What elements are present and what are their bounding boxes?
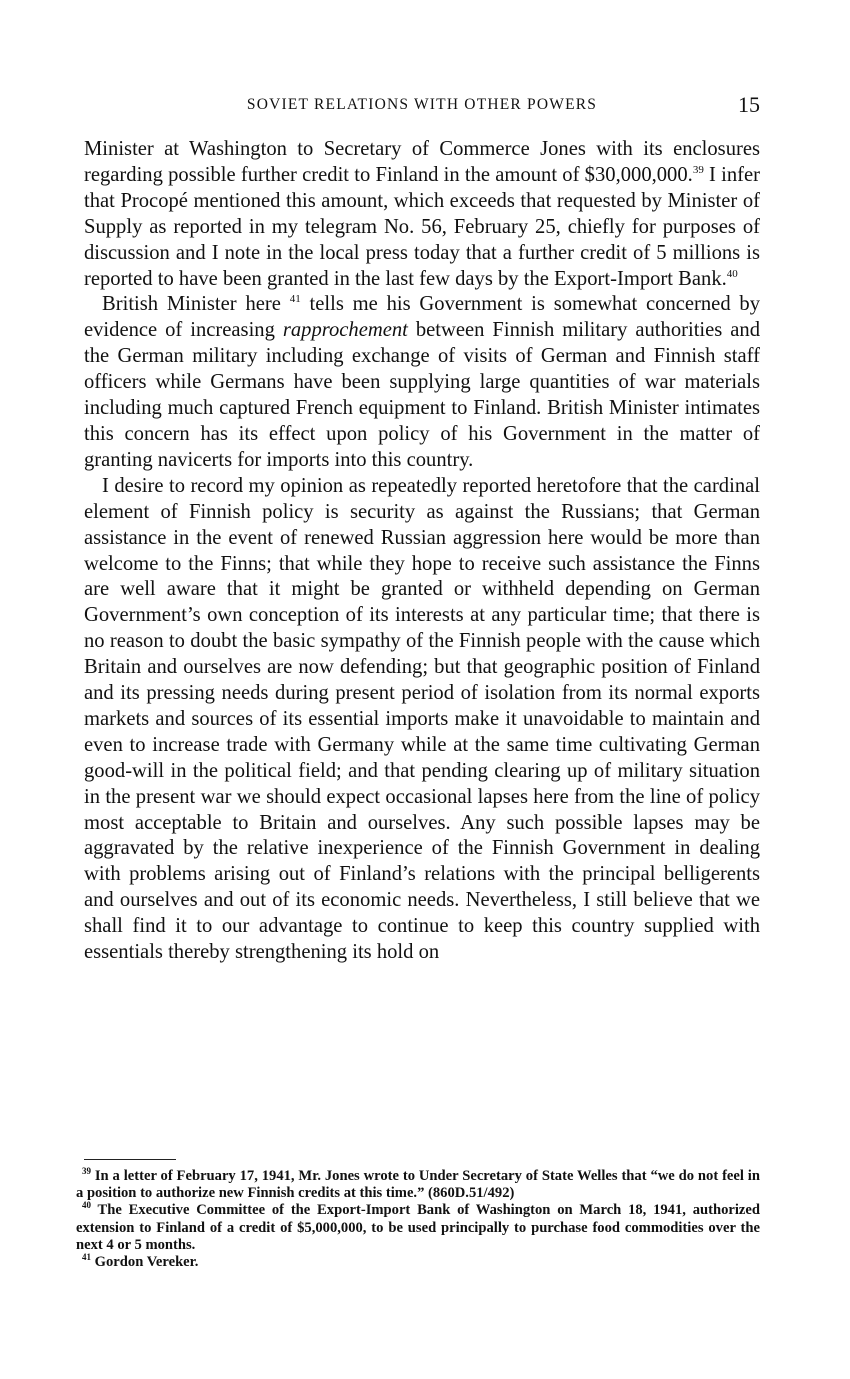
paragraph-1 [84,137,760,292]
footnote-mark: 39 [82,1166,91,1176]
paragraph-1-part-a: Minister at Washington to Secretary of Commerce Jones with its enclosures regarding possible further credit to Finland in the amount of $30,000,000. [84,138,760,186]
footnote-text: Gordon Vereker. [94,1254,199,1271]
italic-term: rapprochement [282,319,408,342]
footnote-ref-41: 41 [289,293,301,306]
paragraph-1-part-b: I infer that Procopé mentioned this amount, which exceeds that requested by Minister of Supply as reported in my telegram No. 56, February 25, chiefly for purposes of discussion and I note in the local press today that a further credit of 5 millions is reported to have been granted in the last few days by the Export-Import Bank. [84,163,761,290]
page-number: 15 [738,92,760,117]
paragraph-2-part-a: British Minister here [102,293,281,316]
footnote-mark: 40 [82,1200,91,1211]
body-text [84,137,760,966]
footnote-ref-39: 39 [692,163,704,176]
page-header [84,92,760,120]
footnotes [76,1168,760,1271]
footnote-ref-40: 40 [726,267,738,280]
footnote-text: In a letter of February 17, 1941, Mr. Jones wrote to Under Secretary of State Welles that “we do not feel in a position to authorize new Finnish credits at this time.” (860D.51/492) [76,1168,760,1202]
footnote-text: The Executive Committee of the Export-Import Bank of Washington on March 18, 1941, authorized extension to Finland of a credit of $5,000,000, to be used principally to purchase food commodities over the next 4 or 5 months. [76,1202,761,1253]
paragraph-2-part-b: tells me his Government is somewhat concerned by evidence of increasing [84,293,761,342]
footnote-divider [84,1159,176,1160]
footnote-40 [76,1202,760,1254]
paragraph-2-part-c: between Finnish military authorities and the German military including exchange of visits of German and Finnish staff officers while Germans have been supplying large quantities of war materials including much captured French equipment to Finland. British Minister intimates this concern has its effect upon policy of his Government in the matter of granting navicerts for imports into this country. [84,319,760,471]
running-head: SOVIET RELATIONS WITH OTHER POWERS [246,96,598,113]
footnote-mark: 41 [82,1252,91,1263]
footnote-41 [76,1254,760,1271]
paragraph-2 [84,292,760,473]
paragraph-3: I desire to record my opinion as repeatedly reported heretofore that the cardinal element of Finnish policy is security as against the Russians; that German assistance in the event of renewed Russian aggression here would be more than welcome to the Finns; that while they hope to receive such assistance the Finns are well aware that it might be granted or withheld depending on German Government’s own conception of its interests at any particular time; that there is no reason to doubt the basic sympathy of the Finnish people with the cause which Britain and ourselves are now defending; but that geographic position of Finland and its pressing needs during present period of isolation from its normal exports markets and sources of its essential imports make it unavoidable to maintain and even to increase trade with Germany while at the same time cultivating German good-will in the political field; and that pending clearing up of military situation in the present war we should expect occasional lapses here from the line of policy most acceptable to Britain and ourselves. Any such possible lapses may be aggravated by the relative inexperience of the Finnish Government in dealing with problems arising out of Finland’s relations with the principal belligerents and ourselves and out of its economic needs. Nevertheless, I still believe that we shall find it to our advantage to continue to keep this country supplied with essentials thereby strengthening its hold on [84,474,760,964]
footnote-39 [76,1168,760,1202]
